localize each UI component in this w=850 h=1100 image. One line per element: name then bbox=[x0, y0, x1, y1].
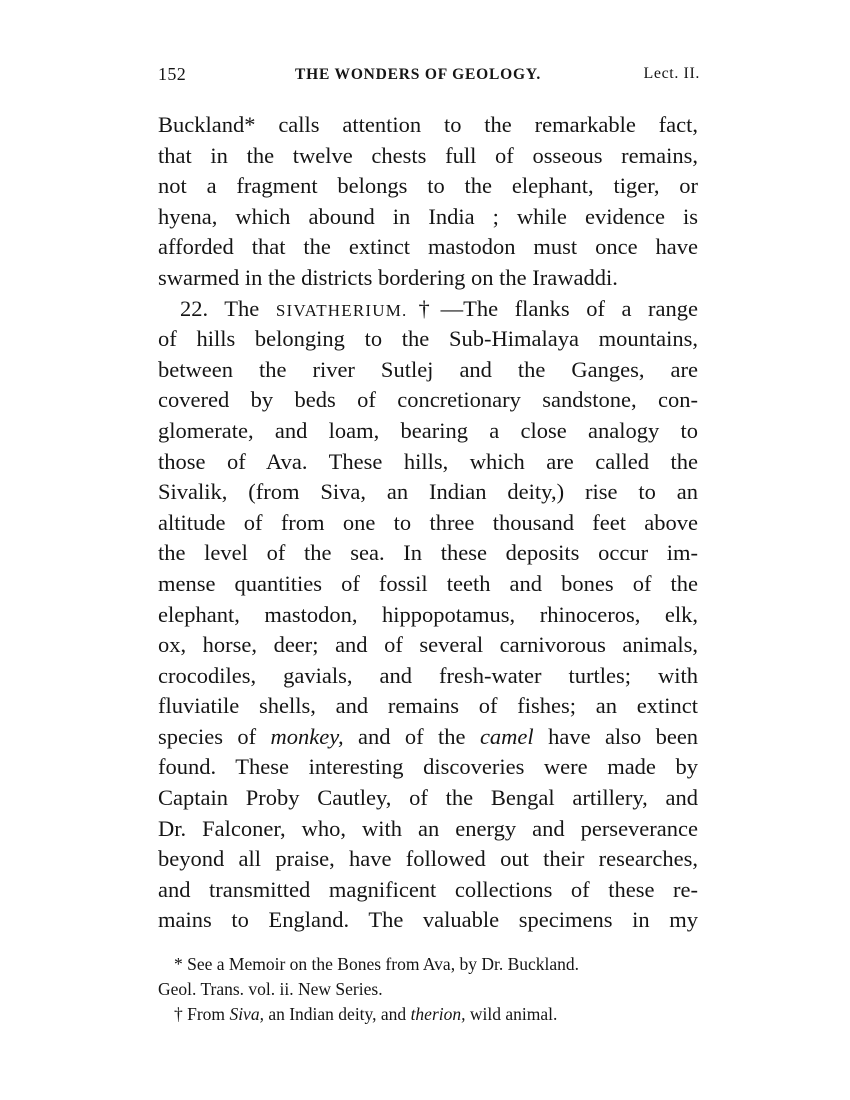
text-line: hyena, which abound in India ; while evidence is bbox=[158, 203, 698, 229]
text-line: found. These interesting discoveries were made by bbox=[158, 754, 698, 780]
lecture-label: Lect. II. bbox=[643, 65, 700, 82]
text-line: that in the twelve chests full of osseous remains, bbox=[158, 142, 698, 168]
text-line: glomerate, and loam, bearing a close analogy to bbox=[158, 417, 698, 443]
text-fragment: From bbox=[187, 1004, 226, 1024]
text-fragment: an Indian deity, and bbox=[268, 1004, 407, 1024]
text-line: ox, horse, deer; and of several carnivorous animals, bbox=[158, 632, 698, 658]
text-line: beyond all praise, have followed out their researches, bbox=[158, 846, 698, 872]
text-line: of hills belonging to the Sub-Himalaya mountains, bbox=[158, 326, 698, 352]
book-title: THE WONDERS OF GEOLOGY. bbox=[295, 66, 542, 83]
section-number: 22. bbox=[180, 295, 209, 321]
footnotes bbox=[158, 952, 698, 1027]
running-header bbox=[158, 64, 700, 88]
text-line: those of Ava. These hills, which are called the bbox=[158, 448, 698, 474]
text-line: swarmed in the districts bordering on the Irawaddi. bbox=[158, 264, 618, 290]
text-line: altitude of from one to three thousand feet above bbox=[158, 509, 698, 535]
footnote-marker: † bbox=[407, 295, 441, 321]
italic-therion: therion, bbox=[410, 1004, 466, 1024]
footnote-1-line-1: * See a Memoir on the Bones from Ava, by Dr. Buckland. bbox=[174, 954, 580, 974]
text-line: mains to England. The valuable specimens in my bbox=[158, 907, 698, 933]
text-line: elephant, mastodon, hippopotamus, rhinoceros, elk, bbox=[158, 601, 698, 627]
text-line: crocodiles, gavials, and fresh-water turtles; with bbox=[158, 662, 698, 688]
text-line: Captain Proby Cautley, of the Bengal artillery, and bbox=[158, 785, 698, 811]
text-line: and transmitted magnificent collections of these re- bbox=[158, 876, 698, 902]
text-line: covered by beds of concretionary sandstone, con- bbox=[158, 387, 698, 413]
section-first-line-rest: —The flanks of a range bbox=[440, 295, 699, 321]
body-text bbox=[158, 110, 698, 936]
text-line: fluviatile shells, and remains of fishes; an extinct bbox=[158, 693, 698, 719]
text-line: afforded that the extinct mastodon must once have bbox=[158, 234, 698, 260]
page-number: 152 bbox=[158, 64, 187, 84]
species-line bbox=[158, 722, 698, 753]
text-fragment: and of the bbox=[358, 723, 466, 749]
italic-siva: Siva, bbox=[229, 1004, 264, 1024]
text-line: between the river Sutlej and the Ganges, are bbox=[158, 356, 698, 382]
text-fragment: wild animal. bbox=[469, 1004, 558, 1024]
text-line: Sivalik, (from Siva, an Indian deity,) rise to an bbox=[158, 479, 698, 505]
section-title-first: The bbox=[224, 295, 260, 321]
text-line: Buckland* calls attention to the remarkable fact, bbox=[158, 112, 698, 137]
text-line: the level of the sea. In these deposits occur im- bbox=[158, 540, 698, 566]
text-fragment: have also been bbox=[548, 723, 699, 749]
section-heading-line bbox=[158, 294, 698, 325]
text-line: mense quantities of fossil teeth and bones of the bbox=[158, 570, 698, 596]
italic-camel: camel bbox=[479, 723, 534, 749]
footnote-marker: † bbox=[174, 1004, 183, 1024]
text-line: Dr. Falconer, who, with an energy and perseverance bbox=[158, 815, 698, 841]
text-fragment: species of bbox=[158, 723, 257, 749]
footnote-2 bbox=[158, 1002, 698, 1027]
italic-monkey: monkey, bbox=[270, 723, 344, 749]
text-line: not a fragment belongs to the elephant, tiger, or bbox=[158, 173, 698, 199]
section-title: SIVATHERIUM. bbox=[275, 300, 408, 320]
footnote-1-line-2: Geol. Trans. vol. ii. New Series. bbox=[158, 979, 383, 999]
